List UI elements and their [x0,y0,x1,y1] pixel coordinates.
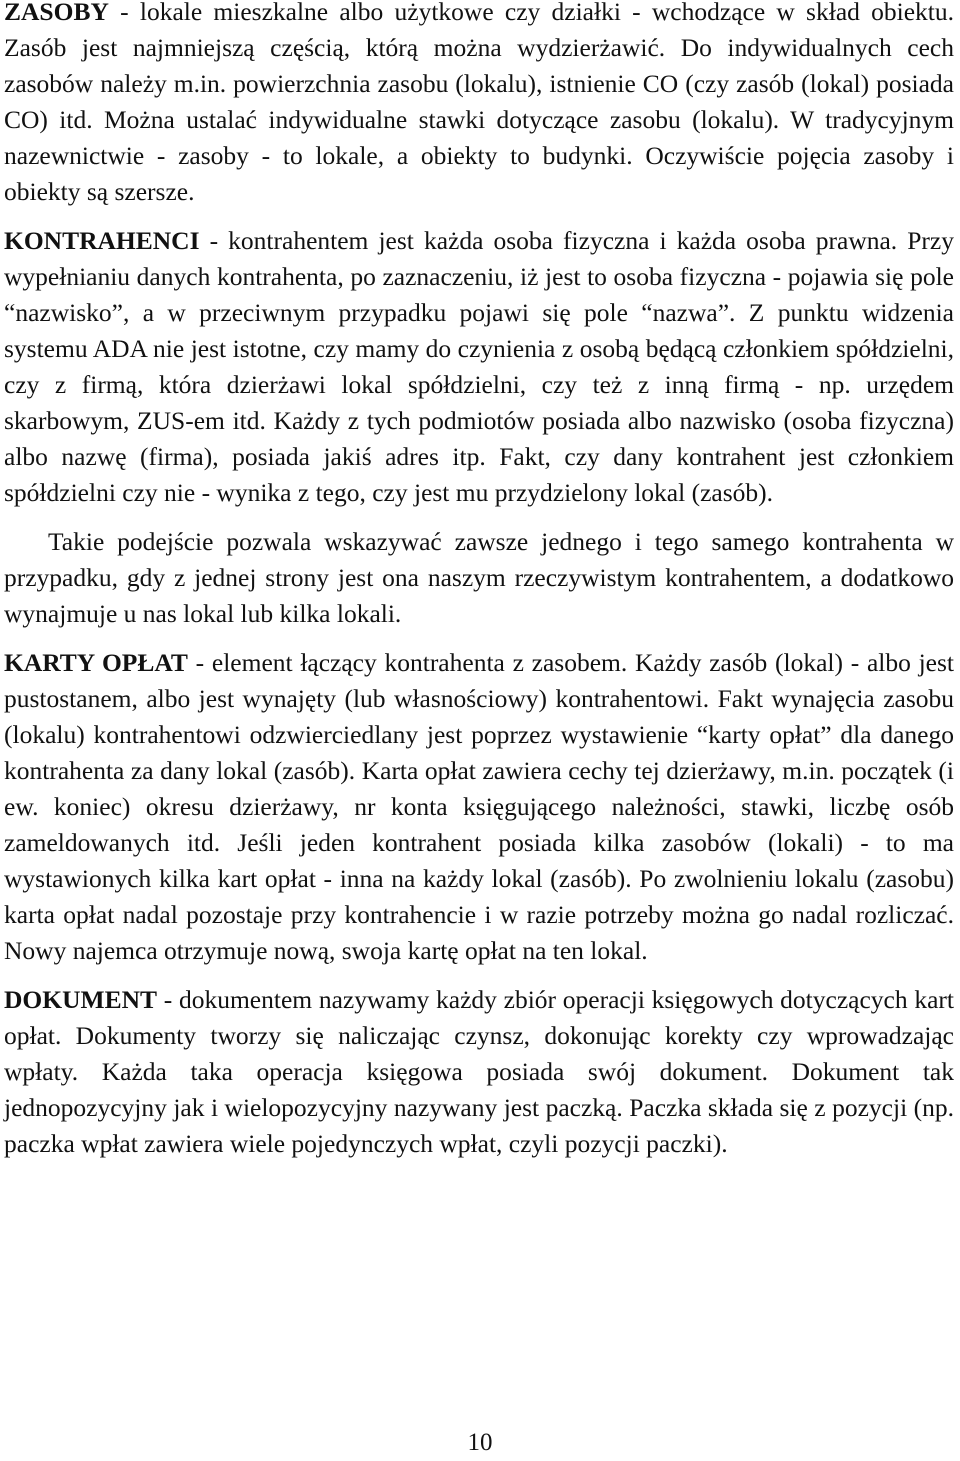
term-karty-oplat: KARTY OPŁAT [4,648,188,677]
term-dokument: DOKUMENT [4,985,157,1014]
term-kontrahenci: KONTRAHENCI [4,226,200,255]
paragraph-takie-podejscie: Takie podejście pozwala wskazywać zawsze jednego i tego samego kontrahenta w przypadku, gdy z jednej strony jest ona naszym rzeczywistym kontrahentem, a dodatkowo wynajmuje u nas lokal lub kilka lokali. [4,527,954,628]
term-zasoby: ZASOBY [4,0,109,26]
document-page [4,0,954,1175]
definition-dokument: - dokumentem nazywamy każdy zbiór operacji księgowych dotyczących kart opłat. Dokumenty tworzy się naliczając czynsz, dokonując korekty czy wprowadzając wpłaty. Każda taka operacja księgowa posiada swój dokument. Dokument tak jednopozycyjny jak i wielopozycyjny nazywany jest paczką. Paczka składa się z pozycji (np. paczka wpłat zawiera wiele pojedynczych wpłat, czyli pozycji paczki). [4,985,954,1158]
paragraph-karty-oplat [4,645,954,969]
paragraph-dokument [4,982,954,1162]
paragraph-kontrahenci [4,223,954,511]
definition-karty-oplat: - element łączący kontrahenta z zasobem. Każdy zasób (lokal) - albo jest pustostanem, albo jest wynajęty (lub własnościowy) kontrahentowi. Fakt wynajęcia zasobu (lokalu) kontrahentowi odzwierciedlany jest poprzez wystawienie “karty opłat” dla danego kontrahenta za dany lokal (zasób). Karta opłat zawiera cechy tej dzierżawy, m.in. początek (i ew. koniec) okresu dzierżawy, nr konta księgującego należności, stawki, liczbę osób zameldowanych itd. Jeśli jeden kontrahent posiada kilka zasobów (lokali) - to ma wystawionych kilka kart opłat - inna na każdy lokal (zasób). Po zwolnieniu lokalu (zasobu) karta opłat nadal pozostaje przy kontrahencie i w razie potrzeby można go nadal rozliczać. Nowy najemca otrzymuje nową, swoja kartę opłat na ten lokal. [4,648,954,965]
definition-zasoby: - lokale mieszkalne albo użytkowe czy działki - wchodzące w skład obiektu. Zasób jest najmniejszą częścią, którą można wydzierżawić. Do indywidualnych cech zasobów należy m.in. powierzchnia zasobu (lokalu), istnienie CO (czy zasób (lokal) posiada CO) itd. Można ustalać indywidualne stawki dotyczące zasobu (lokalu). W tradycyjnym nazewnictwie - zasoby - to lokale, a obiekty to budynki. Oczywiście pojęcia zasoby i obiekty są szersze. [4,0,954,206]
definition-kontrahenci: - kontrahentem jest każda osoba fizyczna i każda osoba prawna. Przy wypełnianiu danych kontrahenta, po zaznaczeniu, iż jest to osoba fizyczna - pojawia się pole “nazwisko”, a w przeciwnym przypadku pojawi się pole “nazwa”. Z punktu widzenia systemu ADA nie jest istotne, czy mamy do czynienia z osobą będącą członkiem spółdzielni, czy z firmą, która dzierżawi lokal spółdzielni, czy też z inną firmą - np. urzędem skarbowym, ZUS-em itd. Każdy z tych podmiotów posiada albo nazwisko (osoba fizyczna) albo nazwę (firma), posiada jakiś adres itp. Fakt, czy dany kontrahent jest członkiem spółdzielni czy nie - wynika z tego, czy jest mu przydzielony lokal (zasób). [4,226,954,507]
paragraph-zasoby [4,0,954,210]
page-number: 10 [467,1429,493,1456]
